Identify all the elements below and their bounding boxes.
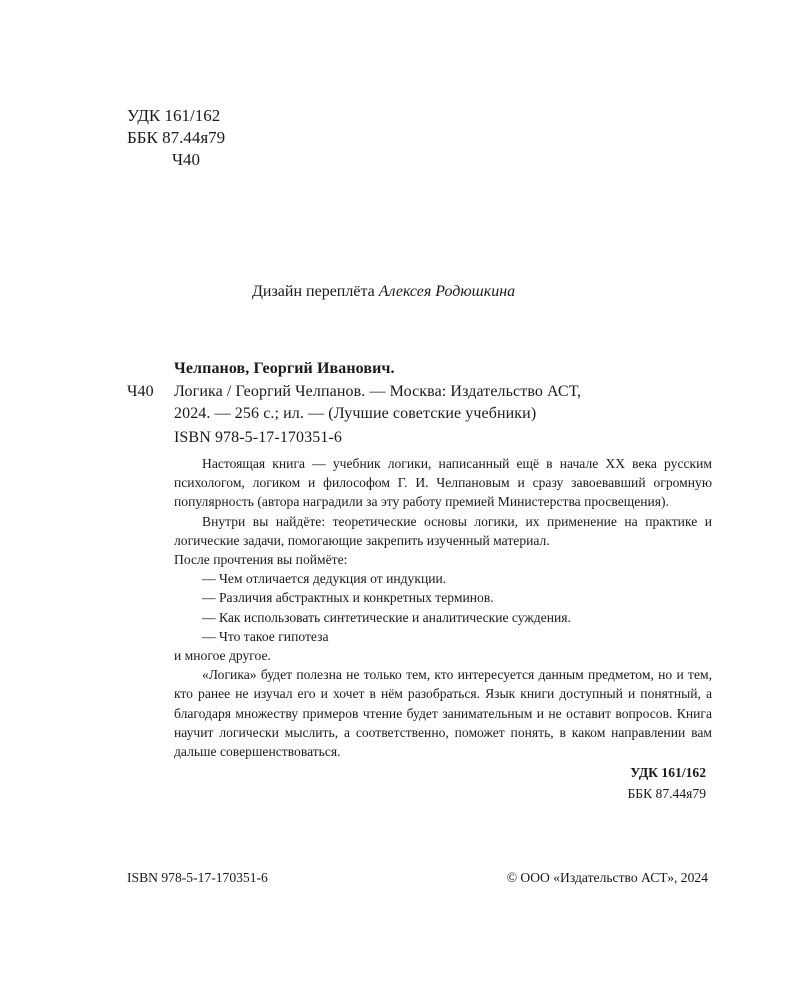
list-item: — Как использовать синтетические и аналитические суждения.: [202, 609, 571, 625]
designer-name: Алексея Родюшкина: [378, 283, 516, 300]
copyright: © ООО «Издательство АСТ», 2024: [506, 870, 708, 885]
author-code: Ч40: [127, 383, 154, 400]
bbk-top: ББК 87.44я79: [127, 128, 226, 147]
author-heading: Челпанов, Георгий Иванович.: [174, 360, 395, 377]
bbk-annotation: ББК 87.44я79: [627, 786, 706, 802]
annotation-paragraph-5: «Логика» будет полезна не только тем, кто интересуется данным предметом, но и тем, кто ранее не изучал его и хочет в нём разобраться. Язык книги доступный и понятный, а благодаря множеству примеров чтение будет занимательным и не оставит вопросов. Книга научит логически мыслить, а соответственно, поможет понять, в каком направлении вам дальше совершенствоваться.: [174, 667, 712, 760]
design-credit-prefix: Дизайн переплёта: [252, 283, 375, 300]
list-item: — Чем отличается дедукция от индукции.: [202, 571, 447, 587]
annotation-paragraph-2: Внутри вы найдёте: теоретические основы логики, их применение на практике и логические задачи, помогающие закрепить изученный материал.: [174, 513, 712, 548]
annotation: [174, 454, 712, 804]
isbn: ISBN 978-5-17-170351-6: [174, 429, 342, 446]
annotation-paragraph-1: Настоящая книга — учебник логики, написанный ещё в начале XX века русским психологом, логиком и философом Г. И. Челпановым и сразу завоевавший огромную популярность (автора наградили за эту работу премией Министерства просвещения).: [174, 456, 712, 510]
annotation-paragraph-4: и многое другое.: [174, 648, 271, 664]
footer-isbn: ISBN 978-5-17-170351-6: [127, 870, 268, 885]
list-item: — Что такое гипотеза: [202, 628, 329, 644]
udk-annotation: УДК 161/162: [630, 765, 706, 781]
annotation-paragraph-3: После прочтения вы поймёте:: [174, 552, 348, 568]
list-item: — Различия абстрактных и конкретных терминов.: [202, 590, 494, 606]
udk-top: УДК 161/162: [127, 106, 221, 125]
biblio-line-2: 2024. — 256 с.; ил. — (Лучшие советские учебники): [174, 405, 537, 422]
author-code-top: Ч40: [172, 150, 201, 169]
design-credit: [252, 283, 515, 301]
biblio-line-1: Логика / Георгий Челпанов. — Москва: Издательство АСТ,: [174, 383, 582, 400]
